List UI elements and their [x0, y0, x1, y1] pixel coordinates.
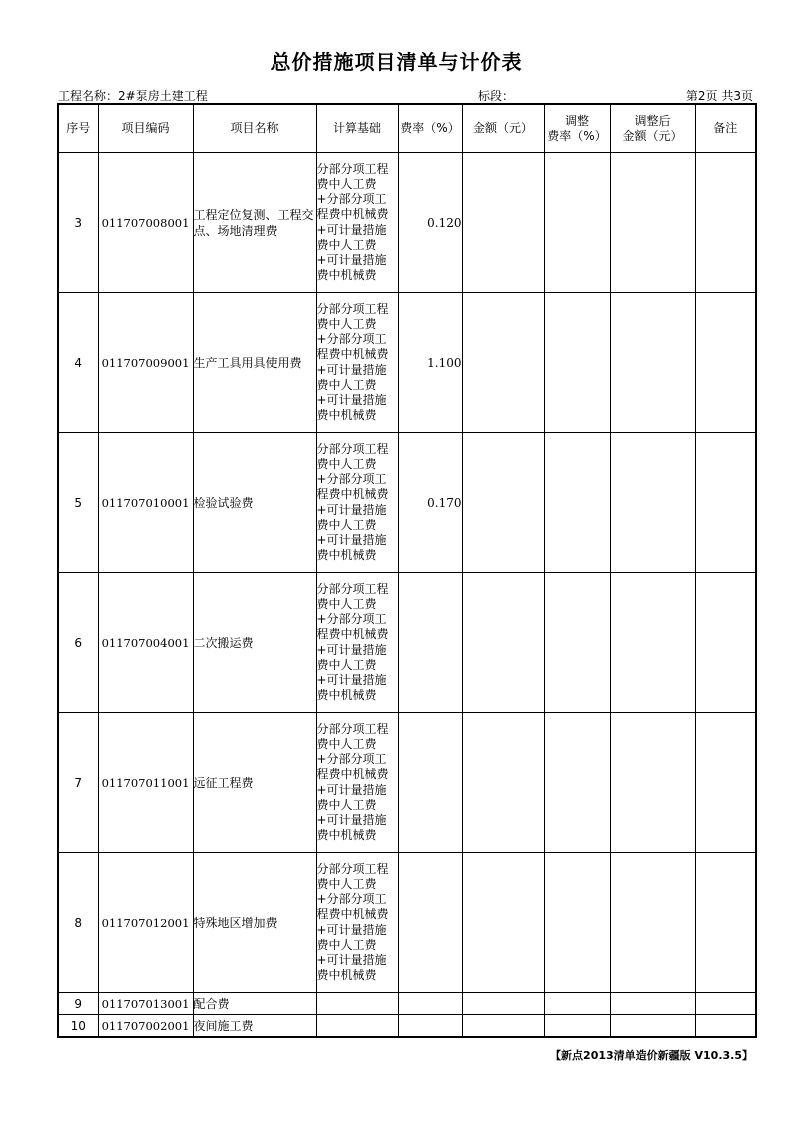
- cell-adjusted-rate: [544, 853, 610, 993]
- cell-rate: [398, 853, 462, 993]
- cell-name: 配合费: [193, 993, 316, 1015]
- cell-index: 8: [58, 853, 98, 993]
- header-name: 项目名称: [193, 104, 316, 153]
- cell-amount: [462, 993, 544, 1015]
- cell-remark: [695, 993, 756, 1015]
- header-adjusted-amount-line2: 金额（元）: [622, 128, 683, 143]
- cell-code: 011707009001: [98, 293, 193, 433]
- table-row: [58, 853, 756, 993]
- cell-adjusted-amount: [610, 573, 695, 713]
- cell-remark: [695, 293, 756, 433]
- cell-name: 夜间施工费: [193, 1015, 316, 1038]
- cell-rate: 0.170: [398, 433, 462, 573]
- cell-adjusted-amount: [610, 293, 695, 433]
- table-row: [58, 573, 756, 713]
- cell-remark: [695, 433, 756, 573]
- cell-basis: 分部分项工程费中人工费+分部分项工程费中机械费+可计量措施费中人工费+可计量措施费中机械费: [316, 153, 398, 293]
- cell-adjusted-rate: [544, 153, 610, 293]
- header-adjusted-rate: [544, 104, 610, 153]
- header-amount: 金额（元）: [462, 104, 544, 153]
- header-basis: 计算基础: [316, 104, 398, 153]
- cell-amount: [462, 713, 544, 853]
- cell-index: 10: [58, 1015, 98, 1038]
- header-code: 项目编码: [98, 104, 193, 153]
- cell-basis: 分部分项工程费中人工费+分部分项工程费中机械费+可计量措施费中人工费+可计量措施费中机械费: [316, 433, 398, 573]
- cell-code: 011707008001: [98, 153, 193, 293]
- cell-adjusted-amount: [610, 853, 695, 993]
- cell-index: 3: [58, 153, 98, 293]
- cell-index: 5: [58, 433, 98, 573]
- cell-amount: [462, 153, 544, 293]
- cell-name: 检验试验费: [193, 433, 316, 573]
- section-label: 标段：: [478, 89, 515, 103]
- cell-adjusted-amount: [610, 153, 695, 293]
- cell-amount: [462, 853, 544, 993]
- cell-rate: 0.120: [398, 153, 462, 293]
- cell-remark: [695, 573, 756, 713]
- cell-amount: [462, 433, 544, 573]
- table-row: [58, 433, 756, 573]
- cell-code: 011707012001: [98, 853, 193, 993]
- page-number: 第2页 共3页: [685, 89, 753, 103]
- cell-basis: 分部分项工程费中人工费+分部分项工程费中机械费+可计量措施费中人工费+可计量措施费中机械费: [316, 853, 398, 993]
- cell-adjusted-rate: [544, 993, 610, 1015]
- cell-rate: [398, 713, 462, 853]
- cell-rate: [398, 1015, 462, 1038]
- cell-adjusted-rate: [544, 573, 610, 713]
- cell-name: 特殊地区增加费: [193, 853, 316, 993]
- cell-code: 011707004001: [98, 573, 193, 713]
- cell-remark: [695, 1015, 756, 1038]
- cell-basis: 分部分项工程费中人工费+分部分项工程费中机械费+可计量措施费中人工费+可计量措施费中机械费: [316, 573, 398, 713]
- cell-name: 远征工程费: [193, 713, 316, 853]
- cell-adjusted-rate: [544, 293, 610, 433]
- cell-rate: [398, 993, 462, 1015]
- cell-adjusted-amount: [610, 1015, 695, 1038]
- table-row: [58, 713, 756, 853]
- header-adjusted-amount: [610, 104, 695, 153]
- cell-basis: 分部分项工程费中人工费+分部分项工程费中机械费+可计量措施费中人工费+可计量措施费中机械费: [316, 713, 398, 853]
- table-row: [58, 1015, 756, 1038]
- cell-code: 011707010001: [98, 433, 193, 573]
- cell-adjusted-amount: [610, 993, 695, 1015]
- header-index: 序号: [58, 104, 98, 153]
- table-row: [58, 293, 756, 433]
- cell-amount: [462, 293, 544, 433]
- cell-rate: [398, 573, 462, 713]
- cell-remark: [695, 153, 756, 293]
- project-name: 工程名称：2#泵房土建工程: [58, 89, 208, 103]
- cell-basis: [316, 993, 398, 1015]
- cell-adjusted-rate: [544, 713, 610, 853]
- cell-index: 4: [58, 293, 98, 433]
- cell-remark: [695, 713, 756, 853]
- cell-index: 6: [58, 573, 98, 713]
- cell-adjusted-amount: [610, 433, 695, 573]
- header-remark: 备注: [695, 104, 756, 153]
- cell-name: 工程定位复测、工程交点、场地清理费: [193, 153, 316, 293]
- cell-name: 生产工具用具使用费: [193, 293, 316, 433]
- cell-rate: 1.100: [398, 293, 462, 433]
- cell-code: 011707002001: [98, 1015, 193, 1038]
- cell-code: 011707013001: [98, 993, 193, 1015]
- cell-index: 9: [58, 993, 98, 1015]
- cell-adjusted-rate: [544, 1015, 610, 1038]
- cell-basis: [316, 1015, 398, 1038]
- cell-name: 二次搬运费: [193, 573, 316, 713]
- table-row: [58, 153, 756, 293]
- cell-adjusted-amount: [610, 713, 695, 853]
- software-footer: 【新点2013清单造价新疆版 V10.3.5】: [550, 1049, 753, 1062]
- cell-basis: 分部分项工程费中人工费+分部分项工程费中机械费+可计量措施费中人工费+可计量措施费中机械费: [316, 293, 398, 433]
- header-adjusted-rate-line2: 费率（%）: [547, 128, 607, 143]
- cell-remark: [695, 853, 756, 993]
- cell-amount: [462, 573, 544, 713]
- header-adjusted-amount-line1: 调整后: [634, 113, 671, 128]
- cell-code: 011707011001: [98, 713, 193, 853]
- cell-adjusted-rate: [544, 433, 610, 573]
- table-row: [58, 993, 756, 1015]
- cell-index: 7: [58, 713, 98, 853]
- header-rate: 费率（%）: [398, 104, 462, 153]
- measures-table: [57, 103, 757, 1038]
- header-adjusted-rate-line1: 调整: [564, 113, 589, 128]
- header-row: [58, 104, 756, 153]
- page-title: 总价措施项目清单与计价表: [270, 50, 523, 74]
- cell-amount: [462, 1015, 544, 1038]
